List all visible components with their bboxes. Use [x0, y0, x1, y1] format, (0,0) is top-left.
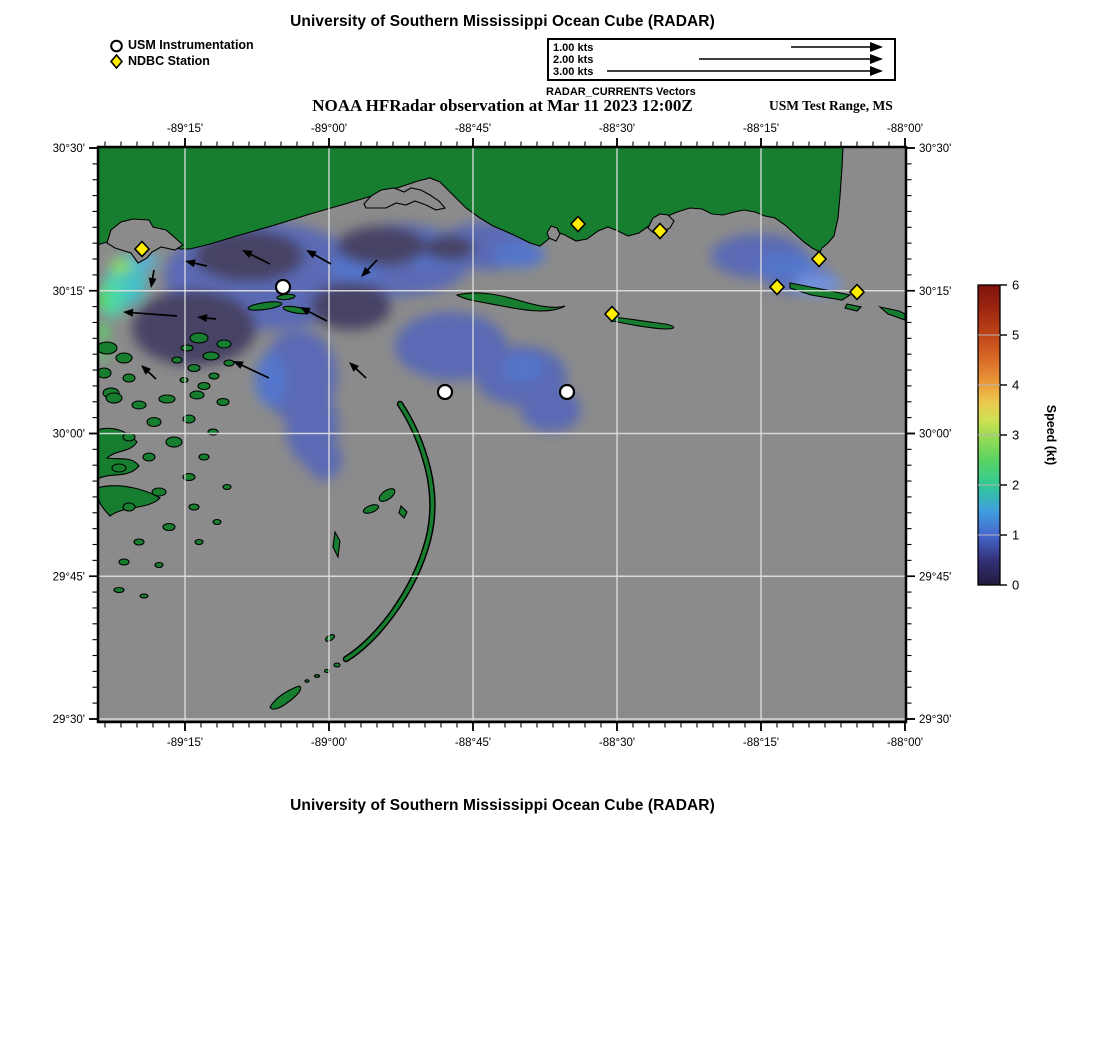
island-dot	[305, 680, 309, 682]
marsh-blob	[188, 365, 200, 372]
speed-field-blob	[423, 235, 475, 261]
marsh-blob	[223, 485, 231, 490]
y-tick-label-left: 30°15'	[52, 285, 85, 298]
marsh-blob	[198, 383, 210, 390]
marsh-blob	[217, 399, 229, 406]
vector-scale-label: 2.00 kts	[553, 54, 594, 66]
y-tick-label-right: 30°30'	[919, 143, 952, 155]
legend-ndbc-label: NDBC Station	[128, 54, 210, 68]
marsh-blob	[152, 488, 166, 496]
marsh-blob	[199, 454, 209, 460]
colorbar	[978, 278, 1058, 593]
marsh-blob	[140, 594, 148, 598]
marsh-blob	[203, 352, 219, 360]
marsh-blob	[166, 437, 182, 447]
marsh-blob	[209, 373, 219, 379]
y-tick-label-left: 29°30'	[52, 714, 85, 726]
x-tick-label-bottom: -88°30'	[598, 737, 636, 749]
colorbar-tick-label: 1	[1012, 527, 1020, 543]
vector-scale-caption: RADAR_CURRENTS Vectors	[546, 86, 696, 98]
y-tick-label-left: 30°00'	[52, 428, 85, 441]
marsh-blob	[134, 539, 144, 545]
colorbar-tick-label: 6	[1012, 277, 1020, 293]
usm-instrumentation-marker	[560, 385, 574, 399]
vector-scale-label: 3.00 kts	[553, 66, 594, 78]
map-area	[53, 123, 952, 749]
y-tick-label-right: 29°30'	[919, 714, 952, 726]
bottom-title: University of Southern Mississippi Ocean Cube (RADAR)	[290, 797, 715, 814]
legend-usm-label: USM Instrumentation	[128, 38, 254, 52]
usm-instrumentation-marker	[438, 385, 452, 399]
marsh-blob	[114, 588, 124, 593]
colorbar-tick-label: 2	[1012, 477, 1020, 493]
marsh-blob	[147, 418, 161, 427]
x-tick-label-bottom: -89°15'	[166, 737, 204, 749]
x-tick-label-bottom: -88°00'	[886, 737, 924, 749]
colorbar-tick-label: 3	[1012, 427, 1020, 443]
marsh-blob	[163, 524, 175, 531]
island-dot	[334, 663, 340, 667]
usm-instrumentation-marker	[276, 280, 290, 294]
speed-field-blob	[311, 282, 391, 330]
marsh-blob	[172, 357, 182, 363]
marsh-blob	[106, 393, 122, 403]
x-tick-label-bottom: -89°00'	[310, 737, 348, 749]
speed-field-blob	[503, 354, 543, 382]
marsh-blob	[213, 520, 221, 525]
marsh-blob	[116, 353, 132, 363]
vector-scale-label: 1.00 kts	[553, 42, 594, 54]
x-tick-label-top: -88°30'	[598, 123, 636, 135]
speed-field-blob	[337, 226, 427, 266]
speed-field-blob	[110, 258, 132, 274]
x-tick-label-top: -88°15'	[742, 123, 780, 135]
island-dot	[315, 675, 320, 678]
marsh-blob	[143, 453, 155, 461]
marsh-blob	[190, 391, 204, 399]
x-tick-label-top: -89°15'	[166, 123, 204, 135]
y-tick-label-right: 30°15'	[919, 285, 952, 298]
y-tick-label-right: 30°00'	[919, 428, 952, 441]
x-tick-label-bottom: -88°15'	[742, 737, 780, 749]
x-tick-label-top: -88°45'	[454, 123, 492, 135]
marsh-blob	[123, 374, 135, 382]
colorbar-axis-label: Speed (kt)	[1044, 404, 1058, 466]
marsh-blob	[190, 333, 208, 343]
marsh-blob	[155, 563, 163, 568]
marsh-blob	[132, 401, 146, 409]
region-label: USM Test Range, MS	[769, 98, 893, 113]
speed-field-blob	[255, 354, 287, 406]
x-tick-label-top: -88°00'	[886, 123, 924, 135]
colorbar-tick-label: 0	[1012, 577, 1020, 593]
speed-field-blob	[132, 290, 256, 366]
colorbar-tick-label: 5	[1012, 327, 1020, 343]
y-tick-label-left: 30°30'	[52, 143, 85, 155]
marsh-blob	[189, 504, 199, 510]
page-title: University of Southern Mississippi Ocean Cube (RADAR)	[290, 13, 715, 30]
y-tick-label-right: 29°45'	[919, 571, 952, 584]
marsh-blob	[159, 395, 175, 403]
colorbar-tick-label: 4	[1012, 377, 1020, 393]
marsh-blob	[97, 342, 117, 354]
marsh-blob	[123, 503, 135, 511]
x-tick-label-bottom: -88°45'	[454, 737, 492, 749]
marsh-blob	[181, 345, 193, 351]
x-tick-label-top: -89°00'	[310, 123, 348, 135]
observation-subtitle: NOAA HFRadar observation at Mar 11 2023 12:00Z	[312, 96, 693, 115]
speed-field-blob	[306, 440, 342, 480]
marsh-blob	[195, 540, 203, 545]
marsh-blob	[123, 433, 135, 441]
marsh-blob	[180, 378, 188, 383]
marsh-blob	[217, 340, 231, 348]
speed-field-blob	[493, 242, 545, 268]
y-tick-label-left: 29°45'	[52, 571, 85, 584]
marsh-blob	[119, 559, 129, 565]
marsh-blob	[224, 360, 234, 366]
marsh-blob	[112, 464, 126, 472]
